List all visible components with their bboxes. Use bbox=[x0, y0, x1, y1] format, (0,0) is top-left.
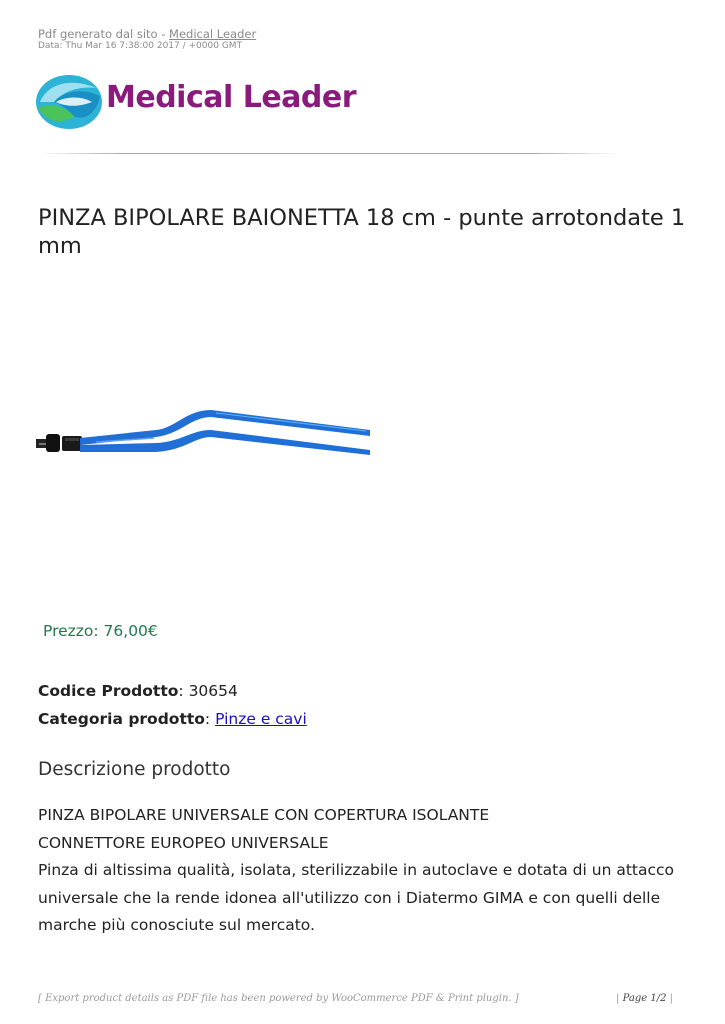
page-prefix: | bbox=[616, 993, 623, 1004]
footer-page-number bbox=[616, 993, 673, 1004]
product-category-label: Categoria prodotto bbox=[38, 710, 205, 728]
generated-prefix: Pdf generato dal sito - bbox=[38, 27, 170, 41]
site-link[interactable]: Medical Leader bbox=[169, 27, 257, 41]
description-line: CONNETTORE EUROPEO UNIVERSALE bbox=[38, 833, 329, 852]
bipolar-forceps-image bbox=[36, 400, 372, 466]
product-description bbox=[38, 802, 698, 940]
product-price bbox=[43, 622, 158, 640]
logo-swirl-icon bbox=[34, 72, 104, 132]
footer-powered-by: [ Export product details as PDF file has been powered by WooCommerce PDF & Print plugin. ] bbox=[38, 993, 519, 1004]
price-label: Prezzo: bbox=[43, 622, 104, 640]
header-divider bbox=[38, 153, 618, 154]
description-line: PINZA BIPOLARE UNIVERSALE CON COPERTURA ISOLANTE bbox=[38, 806, 490, 824]
product-code-row: Codice Prodotto: 30654 bbox=[38, 682, 238, 700]
date-line: Data: Thu Mar 16 7:38:00 2017 / +0000 GMT bbox=[38, 41, 243, 51]
description-heading: Descrizione prodotto bbox=[38, 759, 231, 780]
page-suffix: | bbox=[666, 993, 673, 1004]
product-code-value: 30654 bbox=[188, 682, 238, 700]
logo-text: Medical Leader bbox=[106, 80, 357, 115]
description-paragraph: Pinza di altissima qualità, isolata, sterilizzabile in autoclave e dotata di un attacco universale che la rende idonea all'utilizzo con i Diatermo GIMA e con quelli delle marche più conosciute sul mercato. bbox=[38, 861, 674, 934]
medical-leader-logo[interactable] bbox=[34, 72, 364, 132]
product-category-link[interactable]: Pinze e cavi bbox=[215, 710, 307, 728]
product-category-row: Categoria prodotto: Pinze e cavi bbox=[38, 710, 307, 728]
product-meta bbox=[38, 677, 307, 733]
product-title: PINZA BIPOLARE BAIONETTA 18 cm - punte arrotondate 1 mm bbox=[38, 205, 686, 259]
price-value: 76,00€ bbox=[103, 622, 158, 640]
product-code-label: Codice Prodotto bbox=[38, 682, 179, 700]
page-label: Page 1/2 bbox=[622, 993, 667, 1004]
pdf-generated-line bbox=[38, 27, 256, 41]
